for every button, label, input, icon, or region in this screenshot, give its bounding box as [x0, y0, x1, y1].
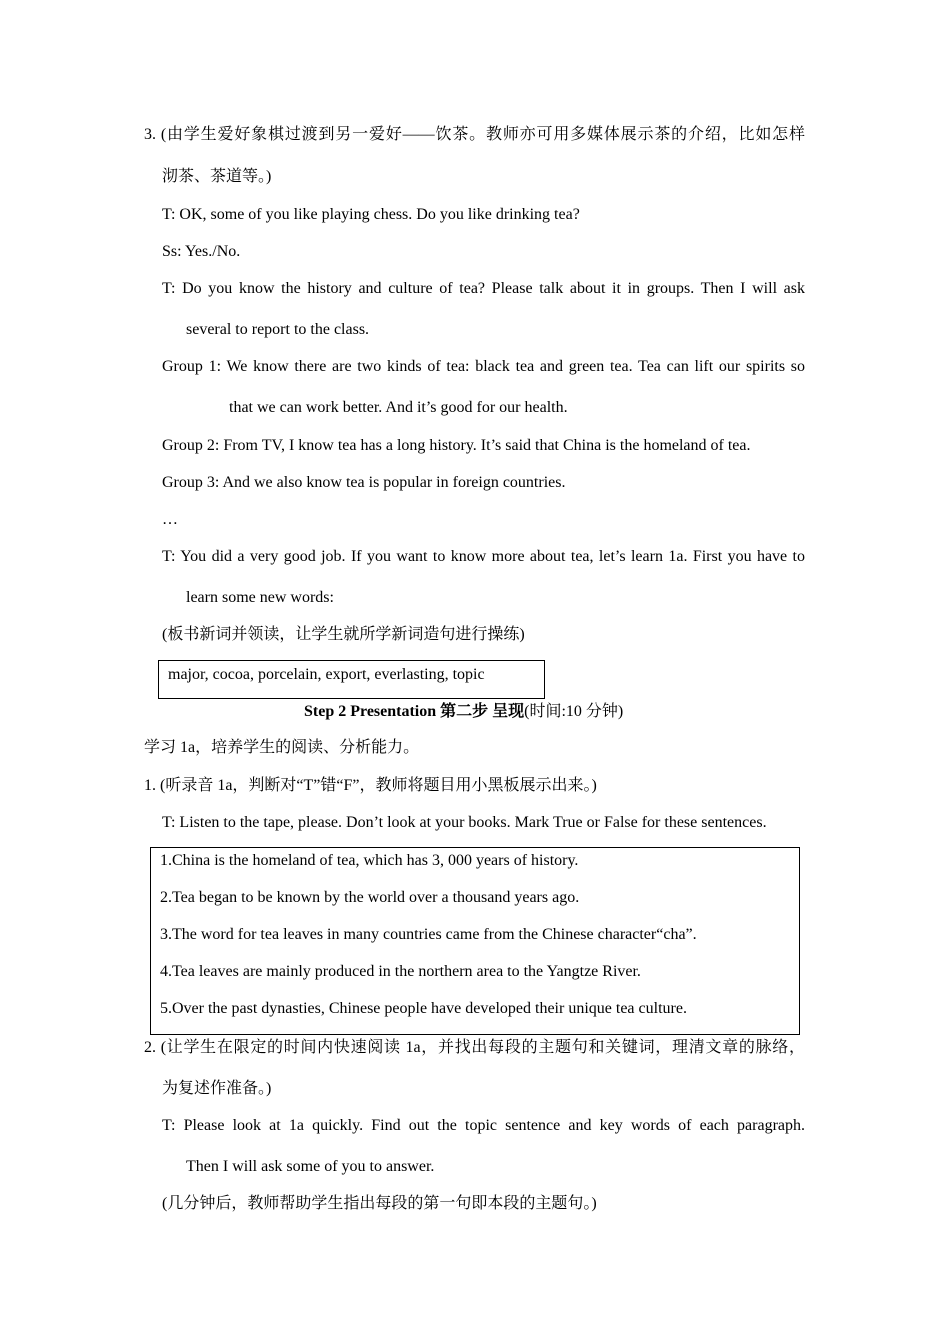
dialogue-teacher-5-cont: Then I will ask some of you to answer.: [186, 1158, 435, 1175]
tf-item: 4.Tea leaves are mainly produced in the northern area to the Yangtze River.: [160, 963, 641, 980]
step-2-item-2: 2. (让学生在限定的时间内快速阅读 1a，并找出每段的主题句和关键词，理清文章的脉络，: [144, 1039, 805, 1056]
step-2-heading: [304, 702, 623, 722]
dialogue-students-1: Ss: Yes./No.: [162, 243, 241, 260]
step-3-intro-cont: 沏茶、茶道等。): [162, 168, 272, 185]
dialogue-teacher-1: T: OK, some of you like playing chess. Do you like drinking tea?: [162, 206, 580, 223]
dialogue-group-1: Group 1: We know there are two kinds of tea: black tea and green tea. Tea can lift our spirits so: [162, 358, 805, 375]
step-2-goal: 学习 1a，培养学生的阅读、分析能力。: [144, 739, 420, 756]
dialogue-group-1-cont: that we can work better. And it’s good for our health.: [229, 399, 568, 416]
step-2-title: Step 2 Presentation 第二步 呈现: [304, 703, 525, 720]
step-3-intro: 3. (由学生爱好象棋过渡到另一爱好——饮茶。教师亦可用多媒体展示茶的介绍，比如怎样: [144, 126, 805, 143]
new-words-list: major, cocoa, porcelain, export, everlasting, topic: [168, 666, 485, 683]
dialogue-teacher-2: T: Do you know the history and culture of tea? Please talk about it in groups. Then I will ask: [162, 280, 805, 297]
step-2-item-1: 1. (听录音 1a，判断对“T”错“F”，教师将题目用小黑板展示出来。): [144, 777, 597, 794]
dialogue-teacher-4: T: Listen to the tape, please. Don’t look at your books. Mark True or False for these sentences.: [162, 814, 767, 831]
dialogue-teacher-5: T: Please look at 1a quickly. Find out the topic sentence and key words of each paragraph.: [162, 1117, 805, 1134]
dialogue-group-2: Group 2: From TV, I know tea has a long history. It’s said that China is the homeland of tea.: [162, 437, 751, 454]
blackboard-note: (板书新词并领读，让学生就所学新词造句进行操练): [162, 626, 525, 643]
tf-item: 2.Tea began to be known by the world over a thousand years ago.: [160, 889, 580, 906]
true-false-box: [150, 847, 800, 1035]
new-words-box: [158, 660, 545, 699]
dialogue-teacher-3: T: You did a very good job. If you want to know more about tea, let’s learn 1a. First you have to: [162, 548, 805, 565]
tf-item: 3.The word for tea leaves in many countries came from the Chinese character“cha”.: [160, 926, 697, 943]
step-2-item-2-cont: 为复述作准备。): [162, 1080, 272, 1097]
teacher-note: (几分钟后，教师帮助学生指出每段的第一句即本段的主题句。): [162, 1195, 597, 1212]
step-2-time: (时间:10 分钟): [524, 703, 624, 720]
dialogue-teacher-3-cont: learn some new words:: [186, 589, 334, 606]
tf-item: 1.China is the homeland of tea, which has 3, 000 years of history.: [160, 852, 579, 869]
ellipsis: …: [162, 511, 178, 528]
tf-item: 5.Over the past dynasties, Chinese people have developed their unique tea culture.: [160, 1000, 687, 1017]
dialogue-group-3: Group 3: And we also know tea is popular in foreign countries.: [162, 474, 566, 491]
dialogue-teacher-2-cont: several to report to the class.: [186, 321, 370, 338]
